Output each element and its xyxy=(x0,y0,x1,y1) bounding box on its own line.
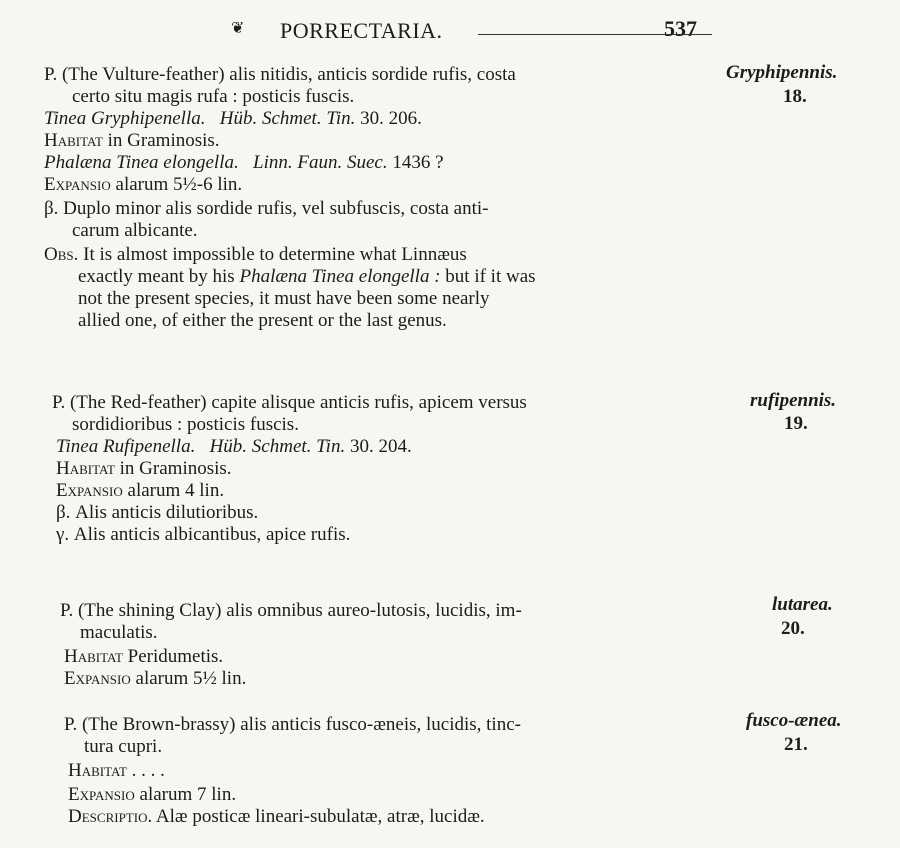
species-name: Gryphipennis. xyxy=(726,62,838,83)
variety-beta: β. Alis anticis dilutioribus. xyxy=(56,502,259,523)
obs-italic: Phalæna Tinea elongella : xyxy=(239,266,441,287)
variety-beta-cont: carum albicante. xyxy=(72,220,198,241)
habitat-label: Habitat xyxy=(56,458,115,479)
reference-line xyxy=(44,108,422,130)
habitat-label: Habitat xyxy=(64,646,123,667)
ref-name: Tinea Gryphipenella. xyxy=(44,108,206,129)
entry-line: tura cupri. xyxy=(84,736,163,757)
expansio-text: alarum 5½ lin. xyxy=(130,668,247,689)
habitat-label: Habitat xyxy=(44,130,103,151)
ornament-mark: ❦ xyxy=(231,20,245,37)
habitat-line xyxy=(44,130,220,152)
reference-line xyxy=(44,152,444,174)
expansio-line xyxy=(44,174,242,196)
page-number: 537 xyxy=(664,16,697,41)
obs-line: not the present species, it must have been some nearly xyxy=(78,288,490,309)
header-rule xyxy=(478,34,712,35)
expansio-text: alarum 7 lin. xyxy=(134,784,237,805)
reference-line xyxy=(56,436,412,458)
page-header xyxy=(0,12,900,46)
habitat-text: in Graminosis. xyxy=(102,130,220,151)
entry-line: P. (The shining Clay) alis omnibus aureo-lutosis, lucidis, im- xyxy=(60,600,522,621)
expansio-line xyxy=(56,480,224,502)
obs-line: allied one, of either the present or the last genus. xyxy=(78,310,447,331)
entry-line: certo situ magis rufa : posticis fuscis. xyxy=(72,86,355,107)
ref-num: 30. 206. xyxy=(355,108,422,129)
habitat-line xyxy=(64,646,223,668)
ref-name: Tinea Rufipenella. xyxy=(56,436,196,457)
descriptio-line xyxy=(68,806,485,828)
expansio-label: Expansio xyxy=(56,480,123,501)
variety-beta: β. Duplo minor alis sordide rufis, vel subfuscis, costa anti- xyxy=(44,198,489,219)
habitat-text: in Graminosis. xyxy=(114,458,232,479)
obs-text: but if it was xyxy=(440,266,536,287)
habitat-line xyxy=(68,760,165,782)
entry-line: sordidioribus : posticis fuscis. xyxy=(72,414,299,435)
ref-num: 30. 204. xyxy=(345,436,412,457)
expansio-line xyxy=(64,668,246,690)
habitat-line xyxy=(56,458,232,480)
entry-line: maculatis. xyxy=(80,622,158,643)
species-number: 18. xyxy=(783,86,807,107)
obs-text: exactly meant by his xyxy=(78,266,240,287)
variety-gamma: γ. Alis anticis albicantibus, apice rufis. xyxy=(56,524,351,545)
expansio-label: Expansio xyxy=(68,784,135,805)
ref-cite: Linn. Faun. Suec. xyxy=(253,152,388,173)
habitat-text: . . . . xyxy=(126,760,165,781)
entry-line: P. (The Red-feather) capite alisque anticis rufis, apicem versus xyxy=(52,392,527,413)
ref-name: Phalæna Tinea elongella. xyxy=(44,152,239,173)
obs-line xyxy=(78,266,536,288)
species-name: lutarea. xyxy=(772,594,833,615)
expansio-line xyxy=(68,784,236,806)
species-number: 20. xyxy=(781,618,805,639)
ref-num: 1436 ? xyxy=(387,152,444,173)
species-number: 21. xyxy=(784,734,808,755)
ref-cite: Hüb. Schmet. Tin. xyxy=(219,108,356,129)
descriptio-text: Alæ posticæ lineari-subulatæ, atræ, lucidæ. xyxy=(152,806,485,827)
expansio-label: Expansio xyxy=(44,174,111,195)
species-number: 19. xyxy=(784,413,808,434)
habitat-label: Habitat xyxy=(68,760,127,781)
obs-line xyxy=(44,244,467,266)
running-head: PORRECTARIA. xyxy=(280,18,443,43)
expansio-text: alarum 5½-6 lin. xyxy=(110,174,243,195)
expansio-label: Expansio xyxy=(64,668,131,689)
descriptio-label: Descriptio. xyxy=(68,806,153,827)
entry-line: P. (The Brown-brassy) alis anticis fusco-æneis, lucidis, tinc- xyxy=(64,714,521,735)
species-name: rufipennis. xyxy=(750,390,837,411)
expansio-text: alarum 4 lin. xyxy=(122,480,225,501)
obs-label: Obs. xyxy=(44,244,79,265)
obs-text: It is almost impossible to determine what Linnæus xyxy=(78,244,467,265)
species-name: fusco-ænea. xyxy=(746,710,842,731)
entry-line: P. (The Vulture-feather) alis nitidis, anticis sordide rufis, costa xyxy=(44,64,516,85)
ref-cite: Hüb. Schmet. Tin. xyxy=(209,436,346,457)
habitat-text: Peridumetis. xyxy=(122,646,224,667)
